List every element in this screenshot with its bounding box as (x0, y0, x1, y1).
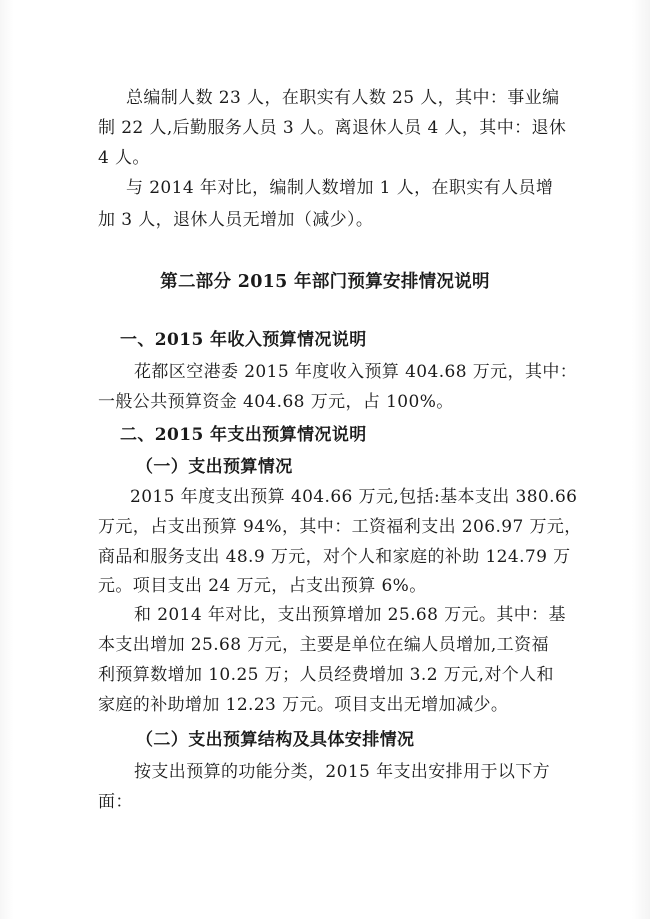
expense-subheading-2: （二）支出预算结构及具体安排情况 (136, 730, 415, 750)
expense-p1-line-4: 元。项目支出 24 万元，占支出预算 6%。 (98, 576, 427, 596)
expense-subheading-1: （一）支出预算情况 (136, 457, 293, 477)
expense-p2-line-4: 家庭的补助增加 12.23 万元。项目支出无增加减少。 (98, 695, 509, 715)
income-heading: 一、2015 年收入预算情况说明 (120, 330, 367, 350)
expense-p1-line-2: 万元，占支出预算 94%，其中：工资福利支出 206.97 万元， (98, 517, 582, 537)
staffing-compare-line-2: 加 3 人，退休人员无增加（减少）。 (98, 210, 374, 230)
staffing-line-3: 4 人。 (98, 148, 150, 168)
expense-p1-line-1: 2015 年度支出预算 404.66 万元,包括:基本支出 380.66 (130, 487, 578, 507)
expense-p2-line-3: 利预算数增加 10.25 万；人员经费增加 3.2 万元,对个人和 (98, 665, 554, 685)
income-line-2: 一般公共预算资金 404.68 万元，占 100%。 (98, 392, 454, 412)
part2-title: 第二部分 2015 年部门预算安排情况说明 (160, 272, 490, 292)
expense-p2-line-1: 和 2014 年对比，支出预算增加 25.68 万元。其中：基 (134, 605, 566, 625)
expense-heading: 二、2015 年支出预算情况说明 (120, 425, 367, 445)
income-line-1: 花都区空港委 2015 年度收入预算 404.68 万元，其中： (134, 362, 578, 382)
expense-p3-line-2: 面： (98, 792, 133, 812)
expense-p3-line-1: 按支出预算的功能分类，2015 年支出安排用于以下方 (134, 762, 551, 782)
staffing-line-1: 总编制人数 23 人，在职实有人数 25 人，其中：事业编 (126, 88, 560, 108)
staffing-compare-line-1: 与 2014 年对比，编制人数增加 1 人，在职实有人员增 (126, 178, 554, 198)
staffing-line-2: 制 22 人,后勤服务人员 3 人。离退休人员 4 人，其中：退休 (98, 118, 567, 138)
expense-p1-line-3: 商品和服务支出 48.9 万元，对个人和家庭的补助 124.79 万 (98, 547, 571, 567)
expense-p2-line-2: 本支出增加 25.68 万元，主要是单位在编人员增加,工资福 (98, 635, 549, 655)
